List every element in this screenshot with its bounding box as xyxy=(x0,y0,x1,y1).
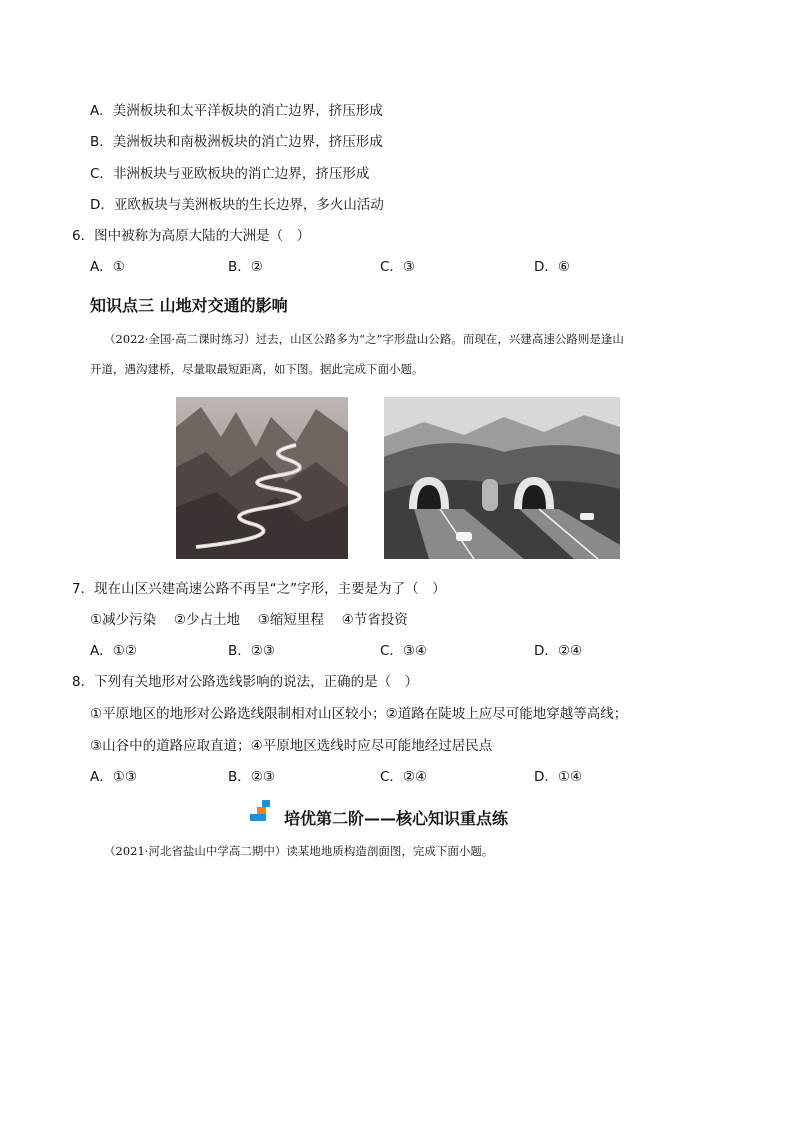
q8-option-a: A．①③ xyxy=(90,769,137,785)
highway-tunnel-photo xyxy=(384,397,620,559)
section-2-heading: 培优第二阶——核心知识重点练 xyxy=(284,809,509,828)
section-heading: 知识点三 山地对交通的影响 xyxy=(90,296,288,315)
q8-items-line-1: ①平原地区的地形对公路选线限制相对山区较小；②道路在陡坡上应尽可能地穿越等高线； xyxy=(90,706,628,722)
section-stair-icon xyxy=(248,799,280,823)
q8-option-b: B．②③ xyxy=(228,769,275,785)
passage-2: （2021·河北省盐山中学高二期中）读某地地质构造剖面图，完成下面小题。 xyxy=(104,844,494,858)
q8-option-c: C．②④ xyxy=(380,769,428,785)
q7-stem: 7．现在山区兴建高速公路不再呈“之”字形，主要是为了（ ） xyxy=(72,581,446,597)
q7-option-c: C．③④ xyxy=(380,643,428,659)
passage-line-1: （2022·全国·高二课时练习）过去，山区公路多为“之”字形盘山公路。而现在，兴建高速公路则是逢山 xyxy=(104,332,624,346)
q8-items-line-2: ③山谷中的道路应取直道；④平原地区选线时应尽可能地经过居民点 xyxy=(90,738,493,754)
q7-option-b: B．②③ xyxy=(228,643,275,659)
q7-items: ①减少污染 ②少占土地 ③缩短里程 ④节省投资 xyxy=(90,612,408,628)
q6-option-b: B．② xyxy=(228,259,263,275)
q5-option-a: A．美洲板块和太平洋板块的消亡边界，挤压形成 xyxy=(90,103,383,119)
q8-stem: 8．下列有关地形对公路选线影响的说法，正确的是（ ） xyxy=(72,674,419,690)
q6-stem: 6．图中被称为高原大陆的大洲是（ ） xyxy=(72,228,311,244)
passage-line-2: 开道，遇沟建桥，尽量取最短距离，如下图。据此完成下面小题。 xyxy=(90,362,424,376)
q5-option-c: C．非洲板块与亚欧板块的消亡边界，挤压形成 xyxy=(90,166,370,182)
q7-option-a: A．①② xyxy=(90,643,137,659)
q5-option-d: D．亚欧板块与美洲板块的生长边界，多火山活动 xyxy=(90,197,384,213)
q7-option-d: D．②④ xyxy=(534,643,583,659)
q6-option-d: D．⑥ xyxy=(534,259,570,275)
winding-road-photo xyxy=(176,397,348,559)
q6-option-c: C．③ xyxy=(380,259,416,275)
q8-option-d: D．①④ xyxy=(534,769,583,785)
q6-option-a: A．① xyxy=(90,259,125,275)
q5-option-b: B．美洲板块和南极洲板块的消亡边界，挤压形成 xyxy=(90,134,383,150)
